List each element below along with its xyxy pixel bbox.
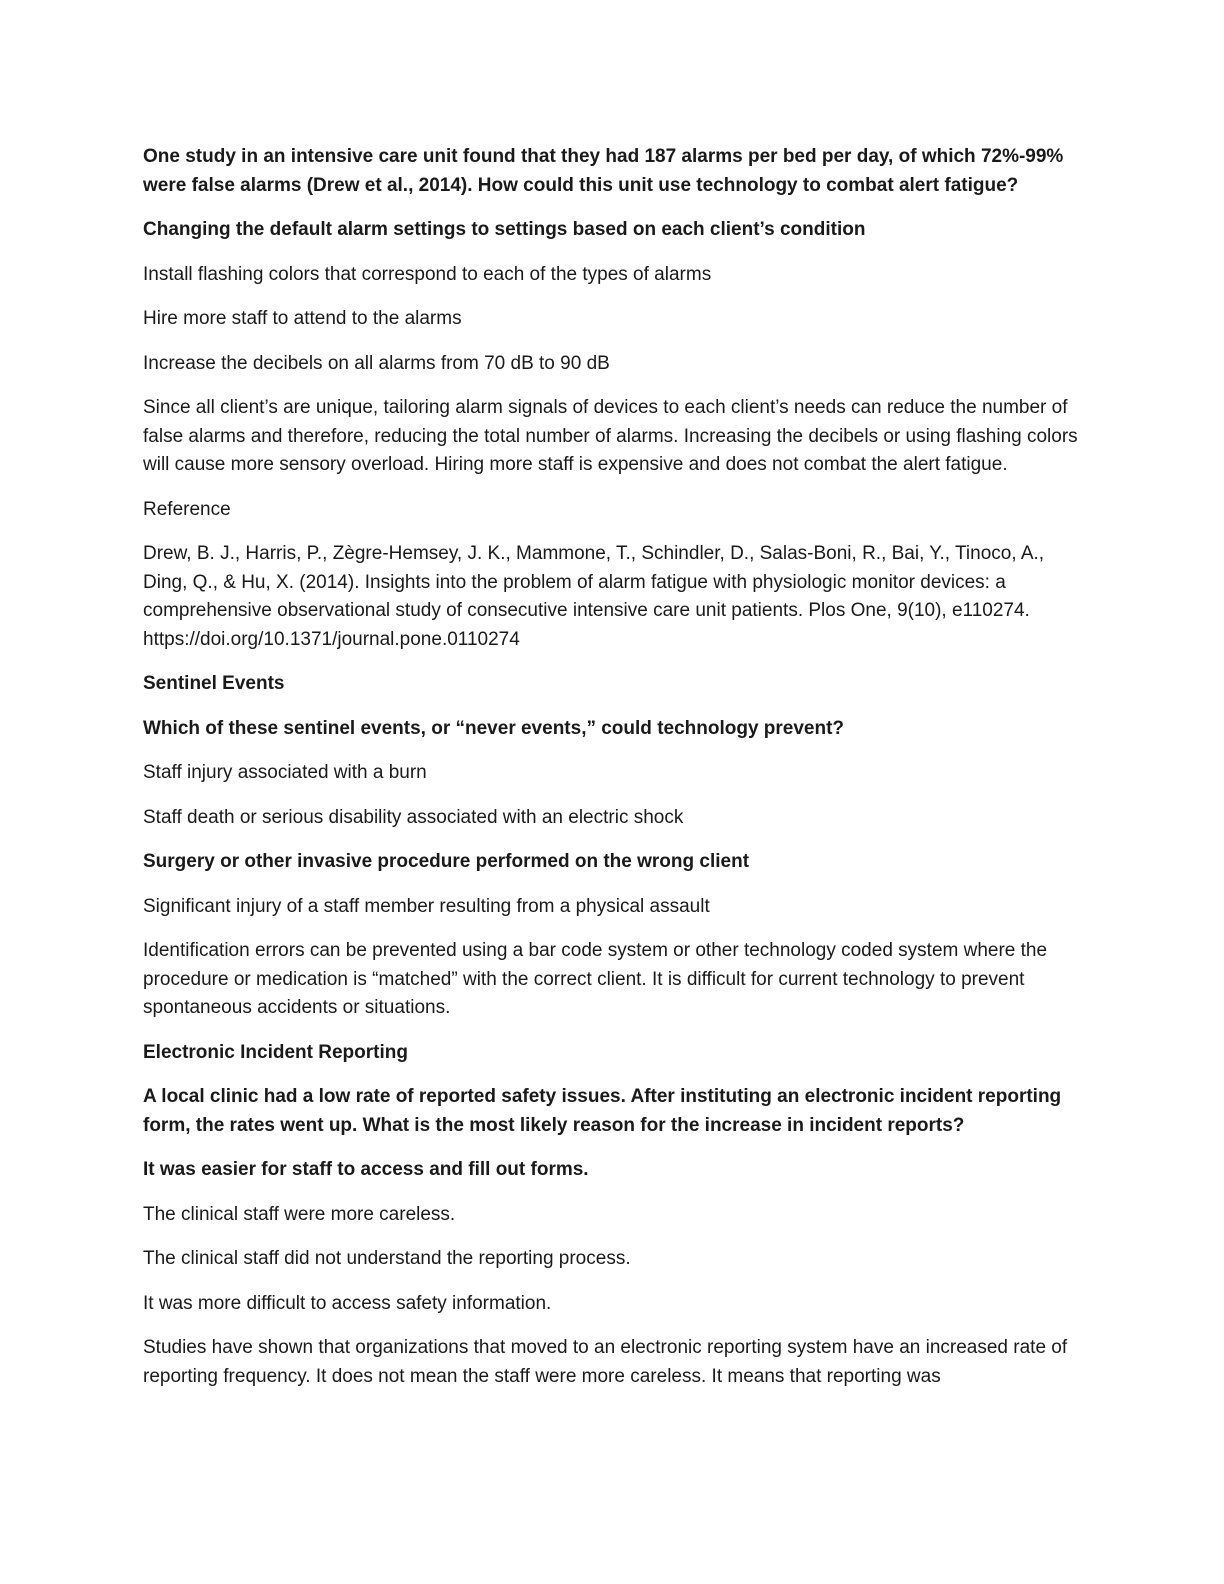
answer-option-not-understand: The clinical staff did not understand the reporting process. [143, 1248, 631, 1269]
answer-option-physical-assault: Significant injury of a staff member resulting from a physical assault [143, 895, 710, 917]
question-alarm-fatigue: One study in an intensive care unit found that they had 187 alarms per bed per day, of which 72%-99% were false alarms (Drew et al., 2014). How could this unit use technology to combat alert fatigue? [143, 146, 1064, 196]
answer-option-electric-shock: Staff death or serious disability associated with an electric shock [143, 806, 684, 828]
answer-option-flashing-colors: Install flashing colors that correspond to each of the types of alarms [143, 263, 712, 285]
rationale-incident-reporting: Studies have shown that organizations that moved to an electronic reporting system have an increased rate of reporting frequency. It does not mean the staff were more careless. It means that reporting was [143, 1337, 1068, 1387]
answer-correct-easier-access: It was easier for staff to access and fill out forms. [143, 1159, 589, 1180]
question-sentinel-events: Which of these sentinel events, or “never events,” could technology prevent? [143, 717, 845, 739]
answer-correct-alarm-settings: Changing the default alarm settings to settings based on each client’s condition [143, 219, 866, 240]
section-heading-sentinel-events: Sentinel Events [143, 673, 285, 694]
answer-correct-wrong-client: Surgery or other invasive procedure performed on the wrong client [143, 851, 750, 872]
question-incident-reporting: A local clinic had a low rate of reported safety issues. After instituting an electronic incident reporting form, the rates went up. What is the most likely reason for the increase in incident reports? [143, 1086, 1062, 1136]
answer-option-burn: Staff injury associated with a burn [143, 762, 427, 783]
answer-option-careless: The clinical staff were more careless. [143, 1203, 456, 1225]
answer-option-increase-decibels: Increase the decibels on all alarms from 70 dB to 90 dB [143, 352, 610, 374]
reference-citation: Drew, B. J., Harris, P., Zègre-Hemsey, J. K., Mammone, T., Schindler, D., Salas-Boni, R., Bai, Y., Tinoco, A., Ding, Q., & Hu, X. (2014). Insights into the problem of alarm fatigue with physiologic monitor devices: a comprehensive observational study of consecutive intensive care unit patients. Plos One, 9(10), e110274. https://doi.org/10.1371/journal.pone.0110274 [143, 543, 1045, 650]
section-heading-incident-reporting: Electronic Incident Reporting [143, 1041, 408, 1063]
reference-heading: Reference [143, 498, 231, 520]
document-body [143, 143, 1083, 1407]
rationale-sentinel-events: Identification errors can be prevented using a bar code system or other technology coded system where the procedure or medication is “matched” with the correct client. It is difficult for current technology to prevent spontaneous accidents or situations. [143, 940, 1048, 1018]
answer-option-hire-staff: Hire more staff to attend to the alarms [143, 308, 462, 329]
rationale-alarm-fatigue: Since all client’s are unique, tailoring alarm signals of devices to each client’s needs can reduce the number of false alarms and therefore, reducing the total number of alarms. Increasing the decibels or using flashing colors will cause more sensory overload. Hiring more staff is expensive and does not combat the alert fatigue. [143, 397, 1078, 475]
answer-option-more-difficult: It was more difficult to access safety information. [143, 1292, 552, 1314]
